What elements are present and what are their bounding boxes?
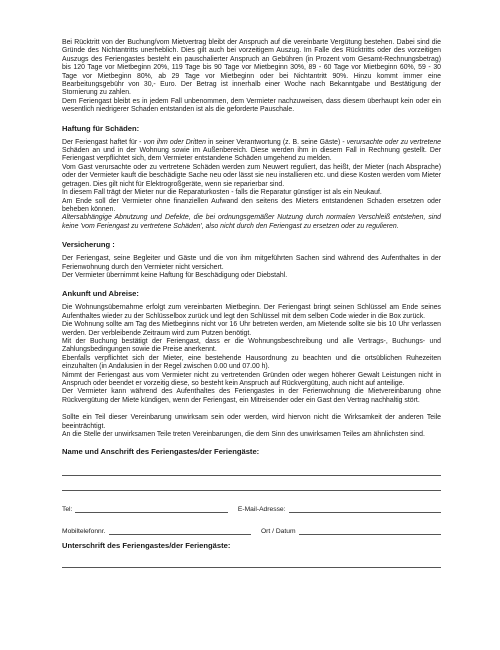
contact-row [62, 503, 441, 513]
paragraph: Dem Feriengast bleibt es in jedem Fall unbenommen, dem Vermieter nachzuweisen, dass diesem überhaupt kein oder ein wesentlich niedrigerer Schaden entstanden ist als die geforderte Pauschale. [62, 97, 441, 114]
mobile-row [62, 525, 441, 535]
tel-label: Tel: [62, 506, 73, 514]
paragraph: Vom Gast verursachte oder zu vertretene Schäden werden zum Neuwert reguliert, das heißt, der Mieter (nach Absprache) oder der Vermieter kauft die beschädigte Sache neu oder lässt sie neu installieren etc. und diese Kosten werden vom Mieter getragen. Dies gilt nicht für Elektrogroßgeräte, wenn sie reparierbar sind. [62, 163, 441, 188]
name-line-2[interactable] [62, 490, 441, 491]
paragraph: Mit der Buchung bestätigt der Feriengast, dass er die Wohnungsbeschreibung und alle Vertrags-, Buchungs- und Zahlungsbedingungen sowie die Preise anerkennt. [62, 337, 441, 354]
email-field[interactable] [289, 505, 442, 513]
email-label: E-Mail-Adresse: [237, 506, 286, 514]
paragraph: Nimmt der Feriengast aus vom Vermieter nicht zu vertretenden Gründen oder wegen höherer Gewalt Leistungen nicht in Anspruch oder beendet er vorzeitig diese, so besteht kein Anspruch auf Rückvergütung, auch nicht auf anteilige. [62, 371, 441, 387]
section-heading: Versicherung : [62, 240, 115, 250]
section-schluss [62, 414, 441, 439]
section-versicherung [62, 240, 441, 280]
italic-text: von ihm oder Dritten [143, 138, 207, 146]
paragraph: In diesem Fall trägt der Mieter nur die Reparaturkosten - falls die Reparatur günstiger ist als ein Neukauf. [62, 189, 382, 197]
paragraph: Am Ende soll der Vermieter ohne finanziellen Aufwand den seitens des Mieters entstandenen Schaden ersetzen oder beheben können. [62, 197, 441, 213]
mobile-field[interactable] [109, 527, 251, 535]
section-ruecktritt [62, 39, 441, 115]
paragraph: An die Stelle der unwirksamen Teile treten Vereinbarungen, die dem Sinn des unwirksamen Teiles am ähnlichsten sind. [62, 431, 425, 439]
name-line-1[interactable] [62, 475, 441, 476]
form-heading-signature: Unterschrift des Feriengastes/der Feriengäste: [62, 541, 231, 551]
paragraph: Die Wohnung sollte am Tag des Mietbeginns nicht vor 16 Uhr betreten werden, am Mietende sollte sie bis 10 Uhr verlassen werden. Der verbleibende Zeitraum wird zum Putzen benötigt. [62, 321, 441, 337]
signature-form [62, 447, 441, 568]
text-run: Schäden an und in der Wohnung sowie im Außenbereich. Diese werden ihm in diesem Fall in Rechnung gestellt. Der Feriengast verpflichtet sich, dem Vermieter entstandene Schäden umgehend zu melden. [62, 147, 441, 163]
paragraph-italic: Altersabhängige Abnutzung und Defekte, die bei ordnungsgemäßer Nutzung durch normalen Verschleiß entstehen, sind keine 'vom Feriengast zu vertretene Schäden', also nicht durch den Feriengast zu ersetzen oder zu regulieren. [62, 214, 441, 230]
paragraph [62, 139, 441, 164]
paragraph: Der Feriengast, seine Begleiter und Gäste und die von ihm mitgeführten Sachen sind während des Aufenthaltes in der Ferienwohnung durch den Vermieter nicht versichert. [62, 255, 441, 271]
italic-text: verursachte oder zu vertretene [346, 138, 441, 146]
ort-datum-field[interactable] [299, 527, 441, 535]
section-haftung [62, 124, 441, 231]
paragraph: Der Vermieter kann während des Aufenthaltes des Feriengastes in der Ferienwohnung die Mietvereinbarung ohne Rückvergütung der Miete kündigen, wenn der Feriengast, ein Mitreisender oder ein Gast den Vertrag nachhaltig stört. [62, 388, 441, 404]
section-heading: Haftung für Schäden: [62, 123, 140, 133]
section-heading: Ankunft und Abreise: [62, 289, 139, 299]
paragraph: Der Vermieter übernimmt keine Haftung für Beschädigung oder Diebstahl. [62, 271, 288, 279]
ort-datum-label: Ort / Datum [260, 528, 296, 536]
text-run: Der Feriengast haftet für - [62, 138, 144, 146]
signature-line[interactable] [62, 567, 441, 568]
paragraph: Die Wohnungsübernahme erfolgt zum vereinbarten Mietbeginn. Der Feriengast bringt seinen Schlüssel am Ende seines Aufenthaltes wieder zu der Schlüsselbox zurück und legt den Schlüssel mit dem selben Code wieder in die Box zurück. [62, 304, 441, 320]
paragraph: Sollte ein Teil dieser Vereinbarung unwirksam sein oder werden, wird hiervon nicht die Wirksamkeit der anderen Teile beeinträchtigt. [62, 414, 441, 430]
paragraph: Ebenfalls verpflichtet sich der Mieter, eine bestehende Hausordnung zu beachten und die ortsüblichen Ruhezeiten einzuhalten (in Andalusien in der Regel zwischen 0.00 und 07.00 h). [62, 354, 441, 371]
form-heading-name: Name und Anschrift des Feriengastes/der Feriengäste: [62, 447, 260, 457]
section-ankunft [62, 289, 441, 405]
paragraph: Bei Rücktritt von der Buchung/vom Mietvertrag bleibt der Anspruch auf die vereinbarte Vergütung bestehen. Dabei sind die Gründe des Nichtantritts unerheblich. Dies gilt auch bei vorzeitigem Auszug. Im Falle des Rücktritts oder des vorzeitigen Auszugs des Feriengastes besteht ein pauschalierter Anspruch an Gebühren (in Prozent vom Gesamt-Rechnungsbetrag) bis 120 Tage vor Mietbeginn 20%, 119 Tage bis 90 Tage vor Mietbeginn 30%, 89 - 60 Tage vor Mietbeginn 60%, 59 - 30 Tage vor Mietbeginn 80%, ab 29 Tage vor Mietbeginn oder bei Nichtantritt 90%. Hinzu kommt immer eine Bearbeitungsgebühr von 30,- Euro. Der Betrag ist innerhalb einer Woche nach Bekanntgabe und Bestätigung der Stornierung zu zahlen. [62, 39, 441, 97]
text-run: in seiner Verantwortung (z. B. seine Gäste) - [206, 138, 347, 146]
mobile-label: Mobiltelefonnr. [62, 528, 106, 536]
tel-field[interactable] [75, 505, 228, 513]
